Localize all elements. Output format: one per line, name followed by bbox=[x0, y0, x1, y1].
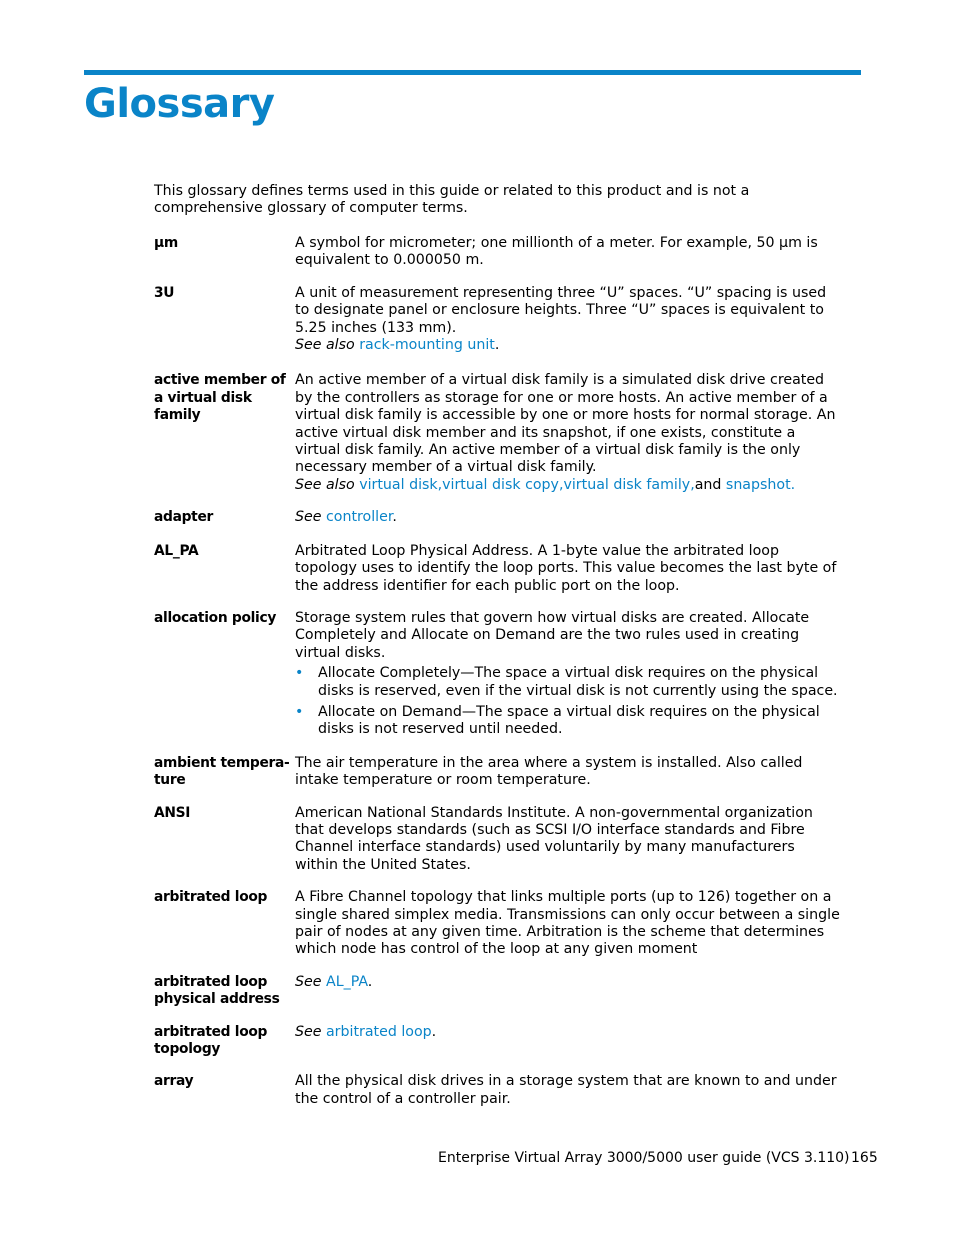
see-also-label: See also bbox=[295, 476, 355, 493]
glossary-entry bbox=[154, 509, 844, 526]
glossary-definition bbox=[295, 235, 840, 270]
glossary-term: µm bbox=[154, 235, 178, 251]
glossary-entry bbox=[154, 543, 844, 595]
link-rack-mounting-unit[interactable]: rack-mounting unit bbox=[359, 337, 495, 354]
see-trail: . bbox=[367, 973, 373, 990]
glossary-term: adapter bbox=[154, 509, 214, 526]
definition-text: An active member of a virtual disk family is a simulated disk drive created by the controllers as storage for one or more hosts. An active member of a virtual disk family is accessible by one or more hosts for normal storage. An active virtual disk member and its snapshot, if one exists, constitute a virtual disk family. An active member of a virtual disk family is the only necessary member of a virtual disk family. bbox=[295, 372, 836, 476]
glossary-definition bbox=[295, 974, 840, 1009]
see-trail: . bbox=[431, 1023, 437, 1040]
glossary-entry bbox=[154, 974, 844, 1009]
glossary-term: allocation policy bbox=[154, 609, 277, 626]
glossary-definition bbox=[295, 1073, 840, 1108]
definition-text: American National Standards Institute. A non-governmental organization that develops standards (such as SCSI I/O interface standards and Fibre Channel interface standards) used voluntarily by many manufacturers within the United States. bbox=[295, 804, 813, 873]
see-also-line bbox=[295, 477, 840, 494]
see-line bbox=[295, 1024, 840, 1041]
glossary-list bbox=[154, 235, 844, 1108]
glossary-entry bbox=[154, 1024, 844, 1059]
footer-title: Enterprise Virtual Array 3000/5000 user guide (VCS 3.110) bbox=[438, 1150, 850, 1166]
definition-text: A symbol for micrometer; one millionth of a meter. For example, 50 µm is equivalent to 0.000050 m. bbox=[295, 235, 818, 269]
glossary-term: arbitrated loop bbox=[154, 889, 268, 906]
see-line bbox=[295, 509, 840, 526]
link-virtual-disk-group[interactable]: virtual disk,virtual disk copy,virtual disk family, bbox=[359, 476, 695, 493]
definition-text: A Fibre Channel topology that links multiple ports (up to 126) together on a single shared simplex media. Transmissions can only occur between a single pair of nodes at any given time. Arbitration is the scheme that determines which node has control of the loop at any given moment bbox=[295, 889, 840, 958]
page-title: Glossary bbox=[84, 81, 275, 127]
glossary-definition bbox=[295, 805, 840, 875]
definition-text: A unit of measurement representing three “U” spaces. “U” spacing is used to designate panel or enclosure heights. Three “U” spaces is equivalent to 5.25 inches (133 mm). bbox=[295, 284, 827, 336]
glossary-entry bbox=[154, 805, 844, 875]
definition-text: All the physical disk drives in a storage system that are known to and under the control of a controller pair. bbox=[295, 1073, 837, 1107]
glossary-term: AL_PA bbox=[154, 542, 199, 559]
see-label: See bbox=[295, 1023, 322, 1040]
glossary-entry bbox=[154, 1073, 844, 1108]
definition-text: The air temperature in the area where a system is installed. Also called intake temperature or room temperature. bbox=[295, 754, 803, 789]
glossary-definition bbox=[295, 610, 840, 743]
bullet-icon: • bbox=[295, 665, 304, 682]
see-also-joiner: and bbox=[694, 476, 722, 493]
definition-text: Arbitrated Loop Physical Address. A 1-byte value the arbitrated loop topology uses to identify the loop ports. This value becomes the last byte of the address identifier for each public port on the loop. bbox=[295, 542, 837, 594]
glossary-term: ANSI bbox=[154, 804, 191, 821]
glossary-definition bbox=[295, 372, 840, 494]
link-controller[interactable]: controller bbox=[325, 509, 393, 526]
glossary-entry bbox=[154, 372, 844, 494]
glossary-entry bbox=[154, 755, 844, 790]
glossary-entry bbox=[154, 285, 844, 355]
glossary-entry bbox=[154, 610, 844, 743]
title-rule bbox=[84, 70, 861, 75]
glossary-definition bbox=[295, 1024, 840, 1059]
see-also-trail: . bbox=[494, 337, 500, 354]
glossary-term: ambient tempera-ture bbox=[154, 754, 290, 789]
glossary-definition bbox=[295, 543, 840, 595]
glossary-term: arbitrated loop physical address bbox=[154, 973, 280, 1008]
glossary-term: arbitrated loop topology bbox=[154, 1023, 268, 1058]
see-label: See bbox=[295, 973, 322, 990]
glossary-definition bbox=[295, 889, 840, 959]
page-number: 165 bbox=[851, 1150, 878, 1166]
glossary-term: 3U bbox=[154, 284, 175, 301]
glossary-term: array bbox=[154, 1073, 194, 1090]
glossary-entry bbox=[154, 889, 844, 959]
link-al-pa[interactable]: AL_PA bbox=[325, 973, 368, 990]
list-item bbox=[295, 665, 840, 700]
bullet-icon: • bbox=[295, 703, 304, 720]
bullet-text: Allocate on Demand—The space a virtual disk requires on the physical disks is not reserved until needed. bbox=[318, 703, 820, 738]
glossary-entry bbox=[154, 235, 844, 270]
definition-text: Storage system rules that govern how virtual disks are created. Allocate Completely and Allocate on Demand are the two rules used in creating virtual disks. bbox=[295, 609, 810, 661]
see-trail: . bbox=[392, 509, 397, 526]
link-snapshot[interactable]: snapshot. bbox=[725, 476, 796, 493]
bullet-text: Allocate Completely—The space a virtual disk requires on the physical disks is reserved, even if the virtual disk is not currently using the space. bbox=[318, 665, 838, 699]
see-label: See bbox=[295, 509, 322, 526]
glossary-term: active member of a virtual disk family bbox=[154, 372, 286, 424]
intro-paragraph: This glossary defines terms used in this guide or related to this product and is not a comprehensive glossary of computer terms. bbox=[154, 183, 750, 217]
see-also-line bbox=[295, 337, 840, 354]
glossary-definition bbox=[295, 509, 840, 526]
glossary-definition bbox=[295, 285, 840, 355]
bullet-list bbox=[295, 665, 840, 739]
see-also-label: See also bbox=[295, 337, 355, 354]
see-line bbox=[295, 974, 840, 991]
list-item bbox=[295, 704, 840, 739]
glossary-definition bbox=[295, 755, 840, 790]
link-arbitrated-loop[interactable]: arbitrated loop bbox=[325, 1023, 432, 1040]
